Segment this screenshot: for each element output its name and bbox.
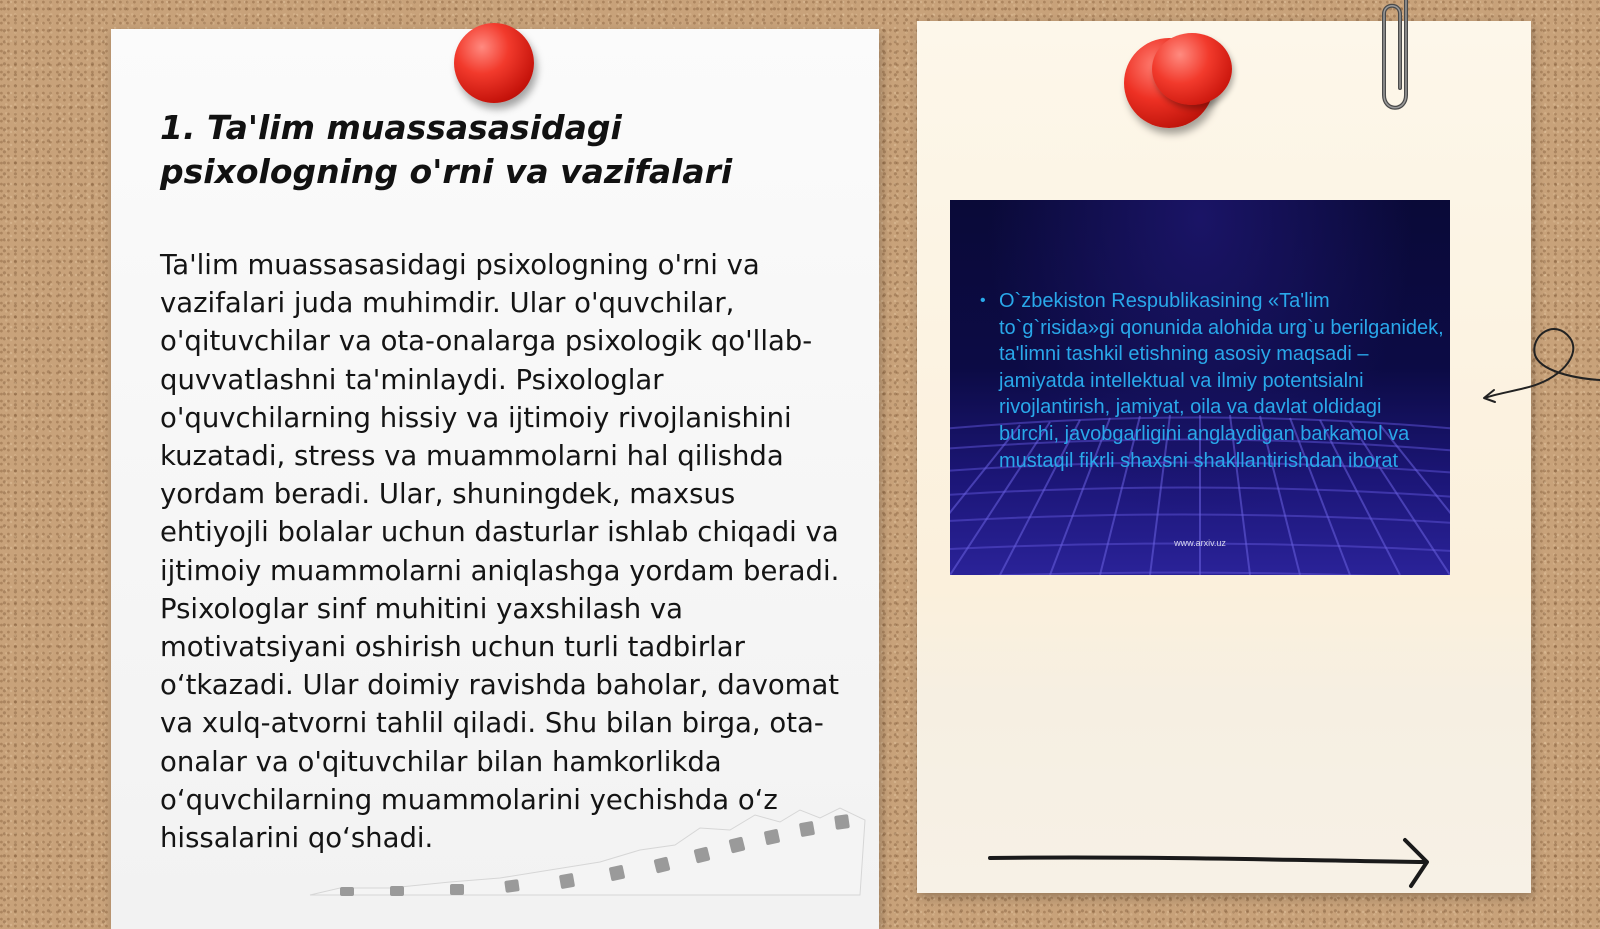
paperclip-icon — [1376, 0, 1420, 130]
loop-doodle-icon — [1480, 310, 1600, 410]
red-pushpin-icon — [1152, 33, 1232, 105]
red-pushpin-icon — [454, 23, 534, 103]
arrow-right-icon — [985, 832, 1445, 892]
embedded-bullet-label: O`zbekiston Respublikasining «Ta'lim to`g`risida»gi qonunida alohida urg`u berilganidek, ta'limni tashkil etishning asosiy maqsadi – jamiyatda intellektual va ilmiy potentsialni rivojlantirish, jamiyat, oila va davlat oldidagi burchi, javobgarligini anglaydigan barkamol va mustaqil fikrli shaxsni shakllantirishdan iborat — [999, 290, 1444, 472]
slide-title: 1. Ta'lim muassasasidagi psixologning o'rni va vazifalari — [160, 108, 733, 191]
embedded-slide-image — [950, 200, 1450, 575]
embedded-bullet-text — [980, 288, 1444, 474]
slide-body-text: Ta'lim muassasasidagi psixologning o'rni va vazifalari juda muhimdir. Ular o'quvchilar, o'qituvchilar va ota-onalarga psixologik qo'llab-quvvatlashni ta'minlaydi. Psixologlar o'quvchilarning hissiy va ijtimoiy rivojlanishini kuzatadi, stress va muammolarni hal qilishda yordam beradi. Ular, shuningdek, maxsus ehtiyojli bolalar uchun dasturlar ishlab chiqadi va ijtimoiy muammolarni aniqlashga yordam beradi. Psixologlar sinf muhitini yaxshilash va motivatsiyani oshirish uchun turli tadbirlar o‘tkazadi. Ular doimiy ravishda baholar, davomat va xulq-atvorni tahlil qiladi. Shu bilan birga, ota-onalar va o'qituvchilar bilan hamkorlikda o‘quvchilarning muammolarini yechishda o‘z hissalarini qo‘shadi. — [160, 249, 840, 855]
embedded-footer-url: www.arxiv.uz — [1174, 538, 1226, 548]
bullet-dot-icon: • — [980, 292, 986, 309]
